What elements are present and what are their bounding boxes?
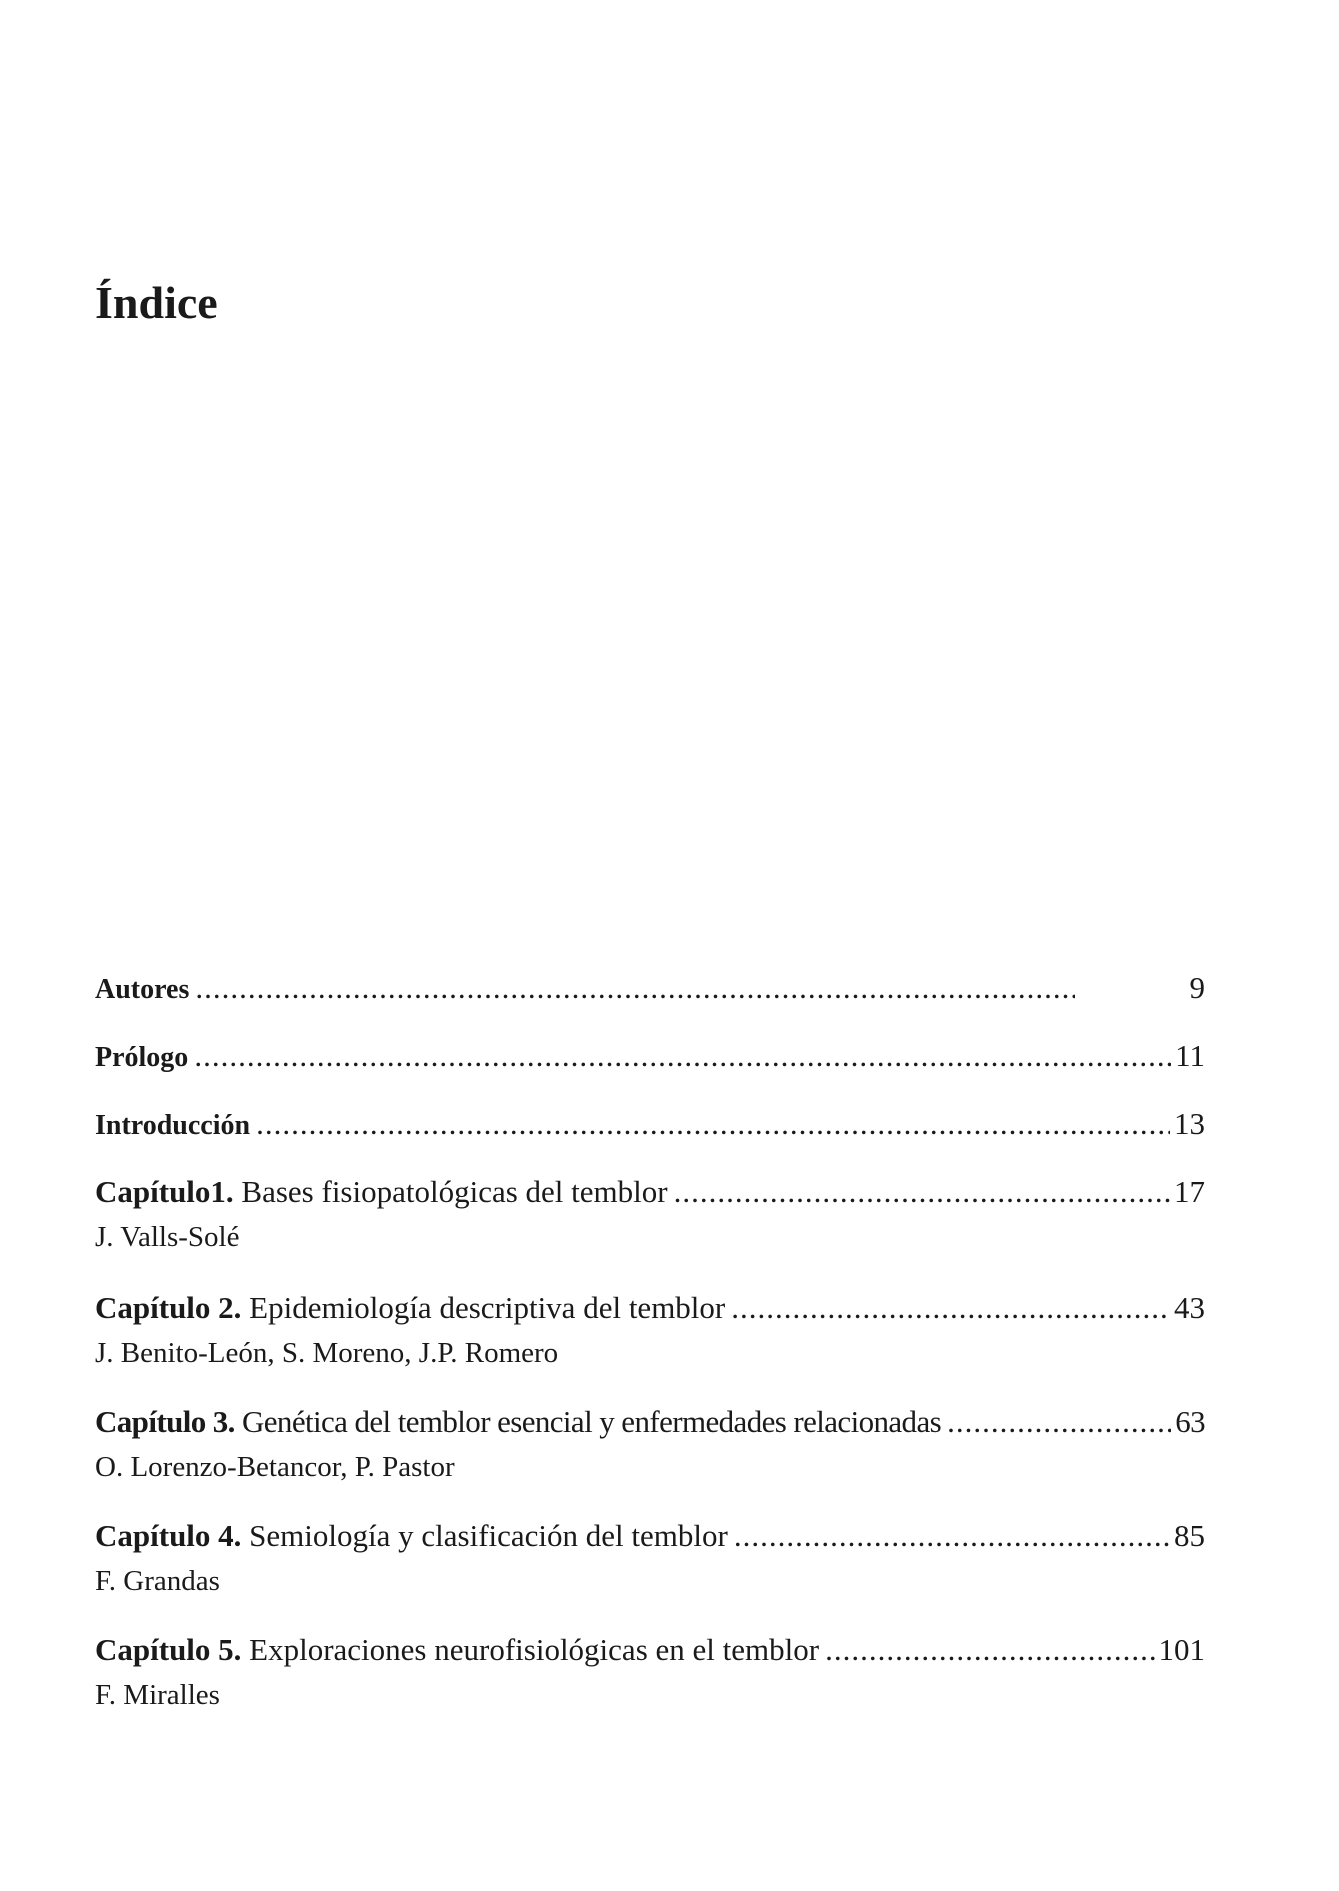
toc-entry-chapter-4[interactable]	[95, 1516, 1205, 1600]
toc-page-number: 9	[1189, 970, 1205, 1005]
chapter-authors: J. Benito-León, S. Moreno, J.P. Romero	[95, 1337, 559, 1369]
chapter-authors: F. Grandas	[95, 1565, 220, 1597]
toc-leader-dots	[947, 1402, 1171, 1442]
chapter-prefix: Capítulo 5.	[95, 1632, 242, 1667]
chapter-title: Exploraciones neurofisiológicas en el temblor	[249, 1632, 820, 1667]
chapter-title: Genética del temblor esencial y enfermedades relacionadas	[241, 1404, 942, 1439]
toc-page-number: 63	[1175, 1404, 1205, 1439]
toc-entry-introduccion[interactable]	[95, 1104, 1205, 1146]
toc-page-number: 13	[1174, 1106, 1205, 1141]
chapter-prefix: Capítulo 3.	[95, 1404, 235, 1439]
toc-entry-line	[95, 1104, 1205, 1146]
toc-entry-line	[95, 1630, 1205, 1670]
toc-entry-line	[95, 1402, 1205, 1442]
chapter-prefix: Capítulo 4.	[95, 1518, 242, 1553]
toc-entry-chapter-1[interactable]	[95, 1172, 1205, 1256]
toc-entry-line	[95, 1288, 1205, 1328]
toc-entry-label	[95, 1402, 941, 1442]
toc-leader-dots	[194, 1036, 1171, 1076]
chapter-title: Semiología y clasificación del temblor	[249, 1518, 728, 1553]
toc-leader-dots	[256, 1104, 1170, 1144]
toc-entry-label	[95, 1288, 725, 1328]
toc-leader-dots	[825, 1630, 1154, 1670]
table-of-contents	[95, 968, 1205, 1714]
chapter-title: Bases fisiopatológicas del temblor	[241, 1174, 668, 1209]
toc-leader-dots	[674, 1172, 1170, 1212]
chapter-prefix: Capítulo1.	[95, 1174, 234, 1209]
toc-page-number: 11	[1175, 1038, 1205, 1073]
toc-entry-label	[95, 1172, 668, 1212]
toc-page-number: 85	[1174, 1518, 1205, 1553]
toc-entry-prologo[interactable]	[95, 1036, 1205, 1078]
toc-entry-chapter-2[interactable]	[95, 1288, 1205, 1372]
toc-page-number: 101	[1158, 1632, 1205, 1667]
toc-page-number: 43	[1174, 1290, 1205, 1325]
toc-entry-autores[interactable]	[95, 968, 1205, 1010]
chapter-prefix: Capítulo 2.	[95, 1290, 242, 1325]
toc-entry-label: Introducción	[95, 1110, 251, 1141]
toc-leader-dots	[731, 1288, 1170, 1328]
chapter-authors: O. Lorenzo-Betancor, P. Pastor	[95, 1451, 455, 1483]
chapter-title: Epidemiología descriptiva del temblor	[249, 1290, 726, 1325]
toc-entry-chapter-3[interactable]	[95, 1402, 1205, 1486]
toc-entry-line	[95, 1036, 1205, 1078]
toc-leader-dots	[734, 1516, 1170, 1556]
toc-entry-label	[95, 1630, 819, 1670]
toc-entry-line	[95, 968, 1205, 1010]
toc-entry-label	[95, 1516, 728, 1556]
toc-entry-chapter-5[interactable]	[95, 1630, 1205, 1714]
toc-page-number: 17	[1174, 1174, 1205, 1209]
toc-entry-label: Prólogo	[95, 1042, 189, 1073]
toc-entry-line	[95, 1516, 1205, 1556]
page-title: Índice	[95, 277, 218, 328]
toc-leader-dots	[195, 968, 1075, 1008]
toc-entry-line	[95, 1172, 1205, 1212]
toc-entry-label: Autores	[95, 974, 190, 1005]
chapter-authors: J. Valls-Solé	[95, 1221, 240, 1253]
chapter-authors: F. Miralles	[95, 1679, 220, 1711]
